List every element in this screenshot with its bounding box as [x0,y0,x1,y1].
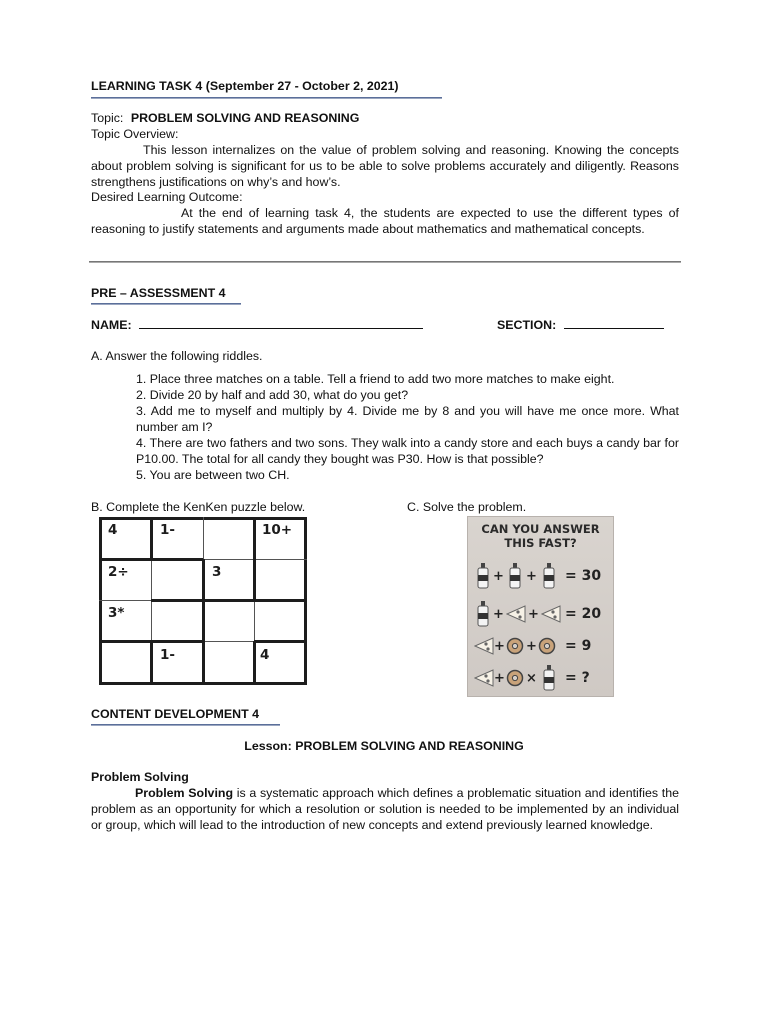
topic-overview-text: This lesson internalizes on the value of problem solving and reasoning. Knowing the concepts about problem solving is significant for us to be able to solve problems accurately and diligently. Reasons strengthens justifications on why’s and how’s. [91,143,679,189]
kenken-cage-line [203,599,307,602]
problem-solving-definition [91,785,679,833]
kenken-cage-line [202,601,205,685]
topic-name: PROBLEM SOLVING AND REASONING [130,111,360,125]
puzzle-row [472,601,610,627]
multiply-operator: × [526,671,537,686]
riddle-item: 2. Divide 20 by half and add 30, what do you get? [136,388,409,402]
riddle-list [136,371,679,483]
kenken-cage-line [253,517,256,601]
kenken-cage-line [151,558,203,561]
plus-operator: + [526,569,537,584]
pizza-slice-icon [541,605,561,623]
kenken-cage-line [99,640,151,643]
puzzle-row [472,563,610,589]
donut-icon [506,637,524,655]
section-divider [89,261,681,263]
kenken-cage-line [150,641,153,685]
plus-operator: + [528,607,539,622]
content-development-heading: CONTENT DEVELOPMENT 4 [91,707,259,721]
pizza-slice-icon [474,669,494,687]
riddle-item: 1. Place three matches on a table. Tell a friend to add two more matches to make eight. [136,372,615,386]
problem-solving-subheading: Problem Solving [91,770,189,784]
section-label: SECTION: [497,318,557,332]
bottle-icon [542,563,556,589]
puzzle-title-line-2: THIS FAST? [504,536,577,550]
donut-icon [506,669,524,687]
kenken-cage-label: 4 [108,522,118,538]
part-c-instruction: C. Solve the problem. [407,500,527,514]
equation-result: = 9 [565,638,592,654]
definition-text: is a systematic approach which defines a problematic situation and identifies the problem as an opportunity for which a resolution or solution is needed to be implemented by an individual or group, which will lead to the introduction of new concepts and extend previously learned knowledge. [91,786,679,832]
plus-operator: + [493,607,504,622]
kenken-cage-line [151,640,203,643]
name-label: NAME: [91,318,132,332]
puzzle-row [472,665,610,691]
riddle-item: 3. Add me to myself and multiply by 4. Divide me by 8 and you will have me once more. What number am I? [136,404,679,434]
plus-operator: + [494,671,505,686]
bottle-icon [476,601,490,627]
outcome-text: At the end of learning task 4, the students are expected to use the different types of reasoning to justify statements and arguments made about mathematics and mathematical concepts. [91,206,679,236]
donut-icon [538,637,556,655]
plus-operator: + [493,569,504,584]
section-line [497,316,664,333]
lesson-title: Lesson: PROBLEM SOLVING AND REASONING [244,739,524,753]
bottle-icon [508,563,522,589]
kenken-cage-label: 3* [108,605,125,621]
title-divider [91,97,442,99]
topic-label: Topic: [91,111,124,125]
puzzle-title-line-1: CAN YOU ANSWER [481,522,600,536]
kenken-cage-line [202,559,205,601]
pizza-slice-icon [474,637,494,655]
topic-line [91,110,359,126]
bottle-icon [542,665,556,691]
bottle-icon [476,563,490,589]
kenken-cage-label: 4 [260,647,270,663]
name-field[interactable] [139,316,423,329]
kenken-cage-line [99,558,151,561]
riddle-item: 4. There are two fathers and two sons. They walk into a candy store and each buys a candy bar for P10.00. The total for all candy they bought was P30. How is that possible? [136,436,679,466]
plus-operator: + [526,639,537,654]
kenken-cage-line [151,599,203,602]
kenken-cage-label: 1- [160,522,175,538]
kenken-cage-line [253,641,256,685]
kenken-cage-label: 3 [212,564,222,580]
kenken-cage-line [150,517,153,559]
equation-result: = ? [565,670,590,686]
equation-result: = 20 [565,606,602,622]
part-a-instruction: A. Answer the following riddles. [91,349,263,363]
part-b-instruction: B. Complete the KenKen puzzle below. [91,500,306,514]
kenken-cage-line [254,640,307,643]
kenken-border [99,517,102,685]
plus-operator: + [494,639,505,654]
pizza-slice-icon [506,605,526,623]
riddle-item: 5. You are between two CH. [136,468,290,482]
content-development-underline [91,724,280,726]
page-title: LEARNING TASK 4 (September 27 - October 2, 2021) [91,79,399,93]
pre-assessment-underline [91,303,241,305]
name-line [91,316,423,333]
kenken-cage-label: 10+ [262,522,293,538]
topic-overview-label: Topic Overview: [91,127,179,141]
puzzle-row [472,633,610,659]
kenken-cage-label: 2÷ [108,564,129,580]
outcome-label: Desired Learning Outcome: [91,190,243,204]
section-field[interactable] [564,316,664,329]
kenken-puzzle [99,517,307,685]
picture-puzzle [467,516,614,697]
equation-result: = 30 [565,568,602,584]
kenken-cage-label: 1- [160,647,175,663]
definition-term: Problem Solving [135,786,234,800]
pre-assessment-heading: PRE – ASSESSMENT 4 [91,286,226,300]
